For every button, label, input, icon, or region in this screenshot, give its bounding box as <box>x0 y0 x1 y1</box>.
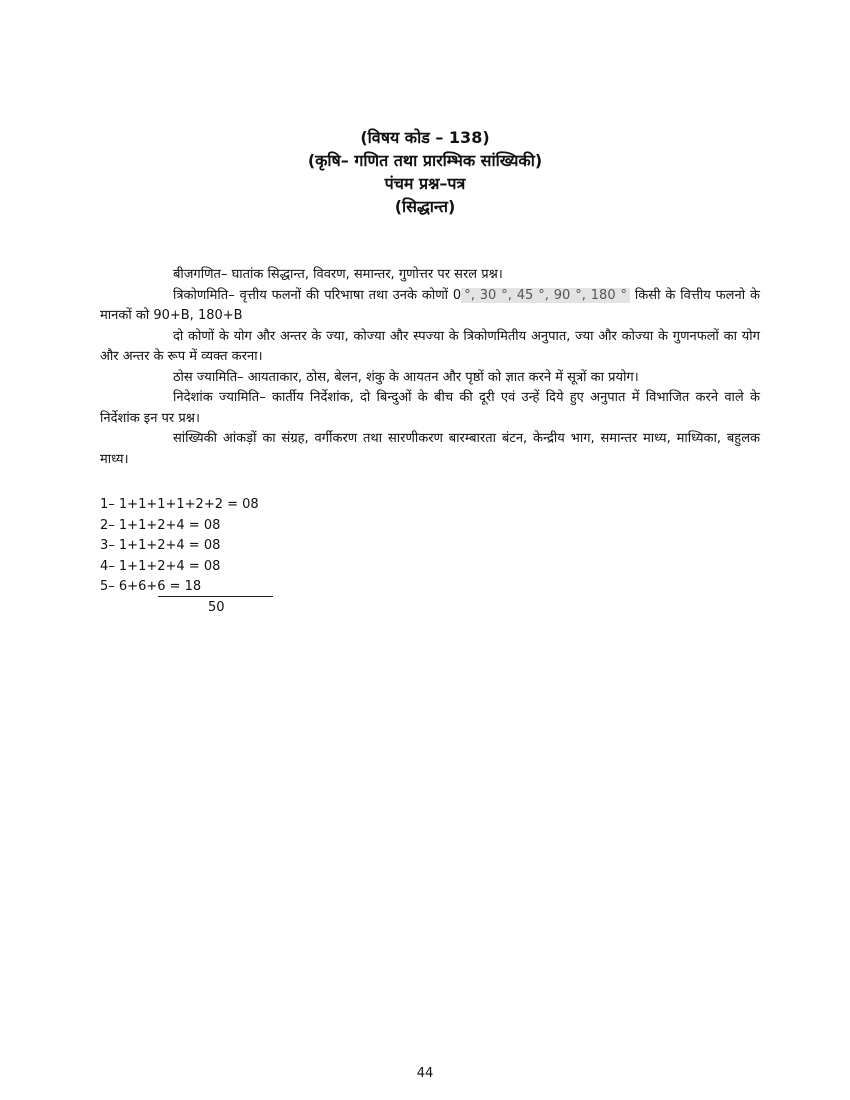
subject-title: (कृषि– गणित तथा प्रारम्भिक सांख्यिकी) <box>307 151 543 170</box>
marks-line: 2– 1+1+2+4 = 08 <box>100 517 221 533</box>
paragraph-solid-geometry: ठोस ज्यामिति– आयताकार, ठोस, बेलन, शंकु के आयतन और पृष्ठों को ज्ञात करने में सूत्रों का प्रयोग। <box>173 369 639 385</box>
marks-total: 50 <box>208 600 225 615</box>
paragraph-trigonometry: त्रिकोणमिति– वृत्तीय फलनों की परिभाषा तथा उनके कोणों 0 °, 30 °, 45 °, 90 °, 180 ° किसी के वित्तीय फलनो के मानकों को 90+B, 180+B <box>100 287 760 323</box>
syllabus-header <box>0 126 850 218</box>
marks-distribution <box>100 495 259 615</box>
paragraph-coordinate-geometry: निदेशांक ज्यामिति– कार्तीय निर्देशांक, दो बिन्दुओं के बीच की दूरी एवं उन्हें दिये हुए अनुपात में विभाजित करने वाले के निर्देशांक इन पर प्रश्न। <box>100 390 760 426</box>
paragraph-statistics: सांख्यिकी आंकड़ों का संग्रह, वर्गीकरण तथा सारणीकरण बारम्बारता बंटन, केन्द्रीय भाग, समान्तर माध्य, माध्यिका, बहुलक माध्य। <box>100 431 760 467</box>
paper-type: (सिद्धान्त) <box>394 197 456 216</box>
marks-line: 4– 1+1+2+4 = 08 <box>100 558 221 574</box>
paper-number: पंचम प्रश्न–पत्र <box>384 174 466 193</box>
marks-line: 5– 6+6+6 = 18 <box>100 577 259 598</box>
marks-line: 1– 1+1+1+1+2+2 = 08 <box>100 497 259 512</box>
degree-list: °, 30 °, 45 °, 90 °, 180 ° <box>461 288 630 303</box>
paragraph-two-angles: दो कोणों के योग और अन्तर के ज्या, कोज्या और स्पज्या के त्रिकोणमितीय अनुपात, ज्या और कोज्या के गुणनफलों का योग और अन्तर के रूप में व्यक्त करना। <box>100 328 760 364</box>
subject-code: (विषय कोड – 138) <box>360 128 490 147</box>
page-number: 44 <box>416 1066 434 1081</box>
syllabus-body <box>100 265 760 470</box>
marks-line: 3– 1+1+2+4 = 08 <box>100 538 221 553</box>
total-rule <box>158 596 273 597</box>
paragraph-algebra: बीजगणित– घातांक सिद्धान्त, विवरण, समान्तर, गुणोत्तर पर सरल प्रश्न। <box>173 267 503 282</box>
